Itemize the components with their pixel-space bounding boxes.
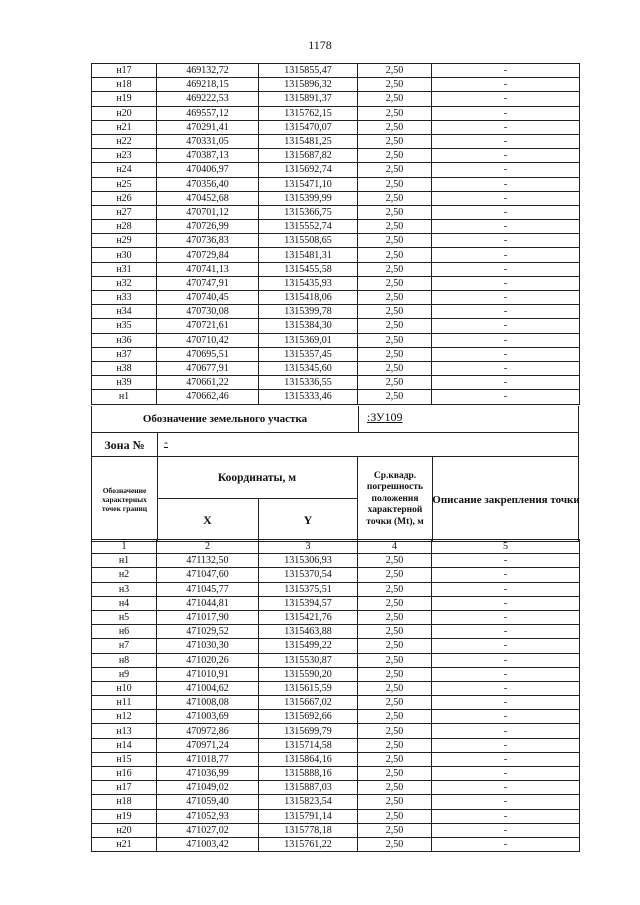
point-name-cell: н1	[92, 390, 157, 404]
description-cell: -	[432, 191, 580, 205]
point-name-cell: н21	[92, 837, 157, 851]
description-cell: -	[432, 554, 580, 568]
point-name-cell: н32	[92, 276, 157, 290]
x-coordinate-cell: 470452,68	[157, 191, 259, 205]
y-coordinate-cell: 1315699,79	[259, 724, 358, 738]
parcel-row	[91, 406, 579, 433]
parcel-zone-header	[91, 406, 579, 542]
y-coordinate-cell: 1315615,59	[259, 681, 358, 695]
description-cell: -	[432, 163, 580, 177]
point-name-cell: н15	[92, 752, 157, 766]
y-coordinate-cell: 1315887,03	[259, 781, 358, 795]
table-row	[92, 120, 580, 134]
x-coordinate-cell: 470730,08	[157, 305, 259, 319]
error-value-cell: 2,50	[358, 625, 432, 639]
y-coordinate-cell: 1315435,93	[259, 276, 358, 290]
description-cell: -	[432, 78, 580, 92]
y-coordinate-cell: 1315692,66	[259, 710, 358, 724]
point-name-cell: н12	[92, 710, 157, 724]
x-coordinate-cell: 470971,24	[157, 738, 259, 752]
error-value-cell: 2,50	[358, 837, 432, 851]
y-coordinate-cell: 1315421,76	[259, 610, 358, 624]
y-coordinate-cell: 1315384,30	[259, 319, 358, 333]
point-name-cell: н24	[92, 163, 157, 177]
y-coordinate-cell: 1315399,78	[259, 305, 358, 319]
point-name-cell: н17	[92, 781, 157, 795]
error-value-cell: 2,50	[358, 795, 432, 809]
point-name-cell: н27	[92, 205, 157, 219]
zone-value: -	[164, 435, 168, 449]
y-coordinate-cell: 1315369,01	[259, 333, 358, 347]
table-row	[92, 333, 580, 347]
error-value-cell: 2,50	[358, 809, 432, 823]
description-cell: -	[432, 305, 580, 319]
table-row	[92, 361, 580, 375]
header-coordinates: Координаты, м	[157, 457, 358, 499]
error-value-cell: 2,50	[358, 639, 432, 653]
x-coordinate-cell: 470729,84	[157, 248, 259, 262]
table-row	[92, 347, 580, 361]
table-row	[92, 653, 580, 667]
x-coordinate-cell: 470331,05	[157, 134, 259, 148]
description-cell: -	[432, 262, 580, 276]
table-row	[92, 276, 580, 290]
y-coordinate-cell: 1315333,46	[259, 390, 358, 404]
error-value-cell: 2,50	[358, 696, 432, 710]
description-cell: -	[432, 149, 580, 163]
x-coordinate-cell: 470726,99	[157, 220, 259, 234]
x-coordinate-cell: 470695,51	[157, 347, 259, 361]
zone-label: Зона №	[92, 433, 158, 457]
table-row	[92, 568, 580, 582]
table-row	[92, 837, 580, 851]
description-cell: -	[432, 752, 580, 766]
error-value-cell: 2,50	[358, 767, 432, 781]
description-cell: -	[432, 220, 580, 234]
y-coordinate-cell: 1315530,87	[259, 653, 358, 667]
point-name-cell: н18	[92, 78, 157, 92]
error-value-cell: 2,50	[358, 92, 432, 106]
column-number: 2	[157, 540, 259, 554]
table-row	[92, 234, 580, 248]
description-cell: -	[432, 667, 580, 681]
error-value-cell: 2,50	[358, 376, 432, 390]
table-row	[92, 390, 580, 404]
error-value-cell: 2,50	[358, 596, 432, 610]
page-number: 1178	[308, 38, 332, 52]
point-name-cell: н33	[92, 291, 157, 305]
error-value-cell: 2,50	[358, 752, 432, 766]
description-cell: -	[432, 710, 580, 724]
x-coordinate-cell: 471132,50	[157, 554, 259, 568]
column-number: 1	[92, 540, 157, 554]
y-coordinate-cell: 1315896,32	[259, 78, 358, 92]
description-cell: -	[432, 333, 580, 347]
description-cell: -	[432, 823, 580, 837]
description-cell: -	[432, 319, 580, 333]
error-value-cell: 2,50	[358, 361, 432, 375]
table-row	[92, 795, 580, 809]
x-coordinate-cell: 471045,77	[157, 582, 259, 596]
table-row	[92, 809, 580, 823]
y-coordinate-cell: 1315499,22	[259, 639, 358, 653]
point-name-cell: н16	[92, 767, 157, 781]
table-row	[92, 625, 580, 639]
y-coordinate-cell: 1315778,18	[259, 823, 358, 837]
column-number-row	[92, 540, 580, 554]
error-value-cell: 2,50	[358, 149, 432, 163]
point-name-cell: н6	[92, 625, 157, 639]
table-row	[92, 767, 580, 781]
point-name-cell: н34	[92, 305, 157, 319]
point-name-cell: н4	[92, 596, 157, 610]
error-value-cell: 2,50	[358, 610, 432, 624]
x-coordinate-cell: 469557,12	[157, 106, 259, 120]
error-value-cell: 2,50	[358, 653, 432, 667]
y-coordinate-cell: 1315552,74	[259, 220, 358, 234]
point-name-cell: н20	[92, 823, 157, 837]
y-coordinate-cell: 1315306,93	[259, 554, 358, 568]
parcel-label: Обозначение земельного участка	[92, 406, 359, 433]
point-name-cell: н36	[92, 333, 157, 347]
error-value-cell: 2,50	[358, 568, 432, 582]
point-name-cell: н5	[92, 610, 157, 624]
x-coordinate-cell: 471059,40	[157, 795, 259, 809]
description-cell: -	[432, 361, 580, 375]
x-coordinate-cell: 470721,61	[157, 319, 259, 333]
description-cell: -	[432, 724, 580, 738]
table-row	[92, 738, 580, 752]
x-coordinate-cell: 471018,77	[157, 752, 259, 766]
table-row	[92, 823, 580, 837]
point-name-cell: н18	[92, 795, 157, 809]
table-row	[92, 696, 580, 710]
point-name-cell: н10	[92, 681, 157, 695]
column-number: 4	[358, 540, 432, 554]
y-coordinate-cell: 1315855,47	[259, 64, 358, 78]
table-row	[92, 191, 580, 205]
point-name-cell: н11	[92, 696, 157, 710]
error-value-cell: 2,50	[358, 248, 432, 262]
y-coordinate-cell: 1315888,16	[259, 767, 358, 781]
table-row	[92, 64, 580, 78]
description-cell: -	[432, 248, 580, 262]
description-cell: -	[432, 781, 580, 795]
table-row	[92, 205, 580, 219]
header-x: X	[157, 499, 259, 542]
table-row	[92, 177, 580, 191]
table-row	[92, 639, 580, 653]
header-error: Ср.квадр. погрешность положения характерной точки (Mt), м	[358, 457, 433, 542]
y-coordinate-cell: 1315336,55	[259, 376, 358, 390]
y-coordinate-cell: 1315357,45	[259, 347, 358, 361]
coordinates-table-bottom	[91, 539, 580, 852]
error-value-cell: 2,50	[358, 333, 432, 347]
x-coordinate-cell: 471020,26	[157, 653, 259, 667]
x-coordinate-cell: 469132,72	[157, 64, 259, 78]
table-row	[92, 582, 580, 596]
x-coordinate-cell: 471049,02	[157, 781, 259, 795]
table-row	[92, 681, 580, 695]
error-value-cell: 2,50	[358, 106, 432, 120]
table-row	[92, 710, 580, 724]
description-cell: -	[432, 205, 580, 219]
point-name-cell: н28	[92, 220, 157, 234]
x-coordinate-cell: 471010,91	[157, 667, 259, 681]
error-value-cell: 2,50	[358, 163, 432, 177]
error-value-cell: 2,50	[358, 276, 432, 290]
description-cell: -	[432, 639, 580, 653]
description-cell: -	[432, 120, 580, 134]
description-cell: -	[432, 625, 580, 639]
point-name-cell: н37	[92, 347, 157, 361]
error-value-cell: 2,50	[358, 347, 432, 361]
description-cell: -	[432, 234, 580, 248]
x-coordinate-cell: 471044,81	[157, 596, 259, 610]
description-cell: -	[432, 134, 580, 148]
description-cell: -	[432, 582, 580, 596]
point-name-cell: н25	[92, 177, 157, 191]
y-coordinate-cell: 1315590,20	[259, 667, 358, 681]
error-value-cell: 2,50	[358, 305, 432, 319]
point-name-cell: н38	[92, 361, 157, 375]
error-value-cell: 2,50	[358, 291, 432, 305]
x-coordinate-cell: 470747,91	[157, 276, 259, 290]
table-row	[92, 724, 580, 738]
column-number: 5	[432, 540, 580, 554]
x-coordinate-cell: 470387,13	[157, 149, 259, 163]
description-cell: -	[432, 809, 580, 823]
error-value-cell: 2,50	[358, 205, 432, 219]
y-coordinate-cell: 1315418,06	[259, 291, 358, 305]
x-coordinate-cell: 471030,30	[157, 639, 259, 653]
error-value-cell: 2,50	[358, 667, 432, 681]
x-coordinate-cell: 470406,97	[157, 163, 259, 177]
zone-row	[91, 433, 579, 457]
table-row	[92, 78, 580, 92]
x-coordinate-cell: 470736,83	[157, 234, 259, 248]
description-cell: -	[432, 837, 580, 851]
y-coordinate-cell: 1315791,14	[259, 809, 358, 823]
header-y: Y	[259, 499, 358, 542]
y-coordinate-cell: 1315762,15	[259, 106, 358, 120]
description-cell: -	[432, 738, 580, 752]
table-row	[92, 92, 580, 106]
point-name-cell: н1	[92, 554, 157, 568]
error-value-cell: 2,50	[358, 220, 432, 234]
x-coordinate-cell: 470662,46	[157, 390, 259, 404]
description-cell: -	[432, 291, 580, 305]
error-value-cell: 2,50	[358, 724, 432, 738]
error-value-cell: 2,50	[358, 823, 432, 837]
description-cell: -	[432, 276, 580, 290]
description-cell: -	[432, 610, 580, 624]
description-cell: -	[432, 376, 580, 390]
x-coordinate-cell: 471036,99	[157, 767, 259, 781]
x-coordinate-cell: 471003,69	[157, 710, 259, 724]
y-coordinate-cell: 1315864,16	[259, 752, 358, 766]
error-value-cell: 2,50	[358, 177, 432, 191]
table-row	[92, 376, 580, 390]
x-coordinate-cell: 471029,52	[157, 625, 259, 639]
error-value-cell: 2,50	[358, 390, 432, 404]
y-coordinate-cell: 1315470,07	[259, 120, 358, 134]
x-coordinate-cell: 470972,86	[157, 724, 259, 738]
error-value-cell: 2,50	[358, 781, 432, 795]
table-row	[92, 106, 580, 120]
point-name-cell: н13	[92, 724, 157, 738]
description-cell: -	[432, 568, 580, 582]
description-cell: -	[432, 64, 580, 78]
point-name-cell: н14	[92, 738, 157, 752]
error-value-cell: 2,50	[358, 134, 432, 148]
x-coordinate-cell: 470741,13	[157, 262, 259, 276]
point-name-cell: н22	[92, 134, 157, 148]
table-row	[92, 596, 580, 610]
y-coordinate-cell: 1315891,37	[259, 92, 358, 106]
point-name-cell: н39	[92, 376, 157, 390]
description-cell: -	[432, 390, 580, 404]
error-value-cell: 2,50	[358, 191, 432, 205]
description-cell: -	[432, 653, 580, 667]
description-cell: -	[432, 596, 580, 610]
x-coordinate-cell: 471017,90	[157, 610, 259, 624]
table-row	[92, 262, 580, 276]
coordinates-table-top	[91, 63, 580, 405]
table-row	[92, 319, 580, 333]
y-coordinate-cell: 1315471,10	[259, 177, 358, 191]
point-name-cell: н9	[92, 667, 157, 681]
header-point-name: Обозначение характерных точек границ	[92, 457, 158, 542]
x-coordinate-cell: 470677,91	[157, 361, 259, 375]
point-name-cell: н8	[92, 653, 157, 667]
y-coordinate-cell: 1315463,88	[259, 625, 358, 639]
y-coordinate-cell: 1315455,58	[259, 262, 358, 276]
point-name-cell: н29	[92, 234, 157, 248]
description-cell: -	[432, 347, 580, 361]
point-name-cell: н23	[92, 149, 157, 163]
x-coordinate-cell: 470740,45	[157, 291, 259, 305]
table-row	[92, 305, 580, 319]
point-name-cell: н19	[92, 809, 157, 823]
y-coordinate-cell: 1315345,60	[259, 361, 358, 375]
table-row	[92, 134, 580, 148]
description-cell: -	[432, 681, 580, 695]
table-row	[92, 248, 580, 262]
description-cell: -	[432, 767, 580, 781]
point-name-cell: н17	[92, 64, 157, 78]
point-name-cell: н26	[92, 191, 157, 205]
error-value-cell: 2,50	[358, 262, 432, 276]
y-coordinate-cell: 1315481,25	[259, 134, 358, 148]
x-coordinate-cell: 469222,53	[157, 92, 259, 106]
description-cell: -	[432, 696, 580, 710]
point-name-cell: н19	[92, 92, 157, 106]
y-coordinate-cell: 1315687,82	[259, 149, 358, 163]
table-row	[92, 291, 580, 305]
y-coordinate-cell: 1315399,99	[259, 191, 358, 205]
description-cell: -	[432, 106, 580, 120]
table-row	[92, 149, 580, 163]
description-cell: -	[432, 92, 580, 106]
point-name-cell: н7	[92, 639, 157, 653]
error-value-cell: 2,50	[358, 582, 432, 596]
x-coordinate-cell: 471047,60	[157, 568, 259, 582]
x-coordinate-cell: 469218,15	[157, 78, 259, 92]
y-coordinate-cell: 1315761,22	[259, 837, 358, 851]
y-coordinate-cell: 1315481,31	[259, 248, 358, 262]
x-coordinate-cell: 471004,62	[157, 681, 259, 695]
point-name-cell: н20	[92, 106, 157, 120]
error-value-cell: 2,50	[358, 319, 432, 333]
table-row	[92, 667, 580, 681]
y-coordinate-cell: 1315667,02	[259, 696, 358, 710]
point-name-cell: н21	[92, 120, 157, 134]
y-coordinate-cell: 1315823,54	[259, 795, 358, 809]
table-row	[92, 163, 580, 177]
x-coordinate-cell: 470356,40	[157, 177, 259, 191]
error-value-cell: 2,50	[358, 120, 432, 134]
error-value-cell: 2,50	[358, 738, 432, 752]
column-number: 3	[259, 540, 358, 554]
y-coordinate-cell: 1315375,51	[259, 582, 358, 596]
description-cell: -	[432, 177, 580, 191]
x-coordinate-cell: 471008,08	[157, 696, 259, 710]
parcel-value: :ЗУ109	[367, 410, 403, 424]
y-coordinate-cell: 1315366,75	[259, 205, 358, 219]
table-row	[92, 781, 580, 795]
point-name-cell: н35	[92, 319, 157, 333]
point-name-cell: н2	[92, 568, 157, 582]
error-value-cell: 2,50	[358, 554, 432, 568]
error-value-cell: 2,50	[358, 710, 432, 724]
x-coordinate-cell: 470710,42	[157, 333, 259, 347]
x-coordinate-cell: 471027,02	[157, 823, 259, 837]
point-name-cell: н30	[92, 248, 157, 262]
error-value-cell: 2,50	[358, 64, 432, 78]
table-row	[92, 610, 580, 624]
y-coordinate-cell: 1315692,74	[259, 163, 358, 177]
point-name-cell: н3	[92, 582, 157, 596]
table-row	[92, 752, 580, 766]
description-cell: -	[432, 795, 580, 809]
y-coordinate-cell: 1315508,65	[259, 234, 358, 248]
x-coordinate-cell: 471003,42	[157, 837, 259, 851]
error-value-cell: 2,50	[358, 681, 432, 695]
x-coordinate-cell: 470661,22	[157, 376, 259, 390]
y-coordinate-cell: 1315370,54	[259, 568, 358, 582]
x-coordinate-cell: 471052,93	[157, 809, 259, 823]
y-coordinate-cell: 1315714,58	[259, 738, 358, 752]
error-value-cell: 2,50	[358, 78, 432, 92]
x-coordinate-cell: 470291,41	[157, 120, 259, 134]
table-row	[92, 220, 580, 234]
y-coordinate-cell: 1315394,57	[259, 596, 358, 610]
point-name-cell: н31	[92, 262, 157, 276]
header-description: Описание закрепления точки	[432, 493, 580, 506]
error-value-cell: 2,50	[358, 234, 432, 248]
table-header	[91, 457, 579, 542]
table-row	[92, 554, 580, 568]
x-coordinate-cell: 470701,12	[157, 205, 259, 219]
